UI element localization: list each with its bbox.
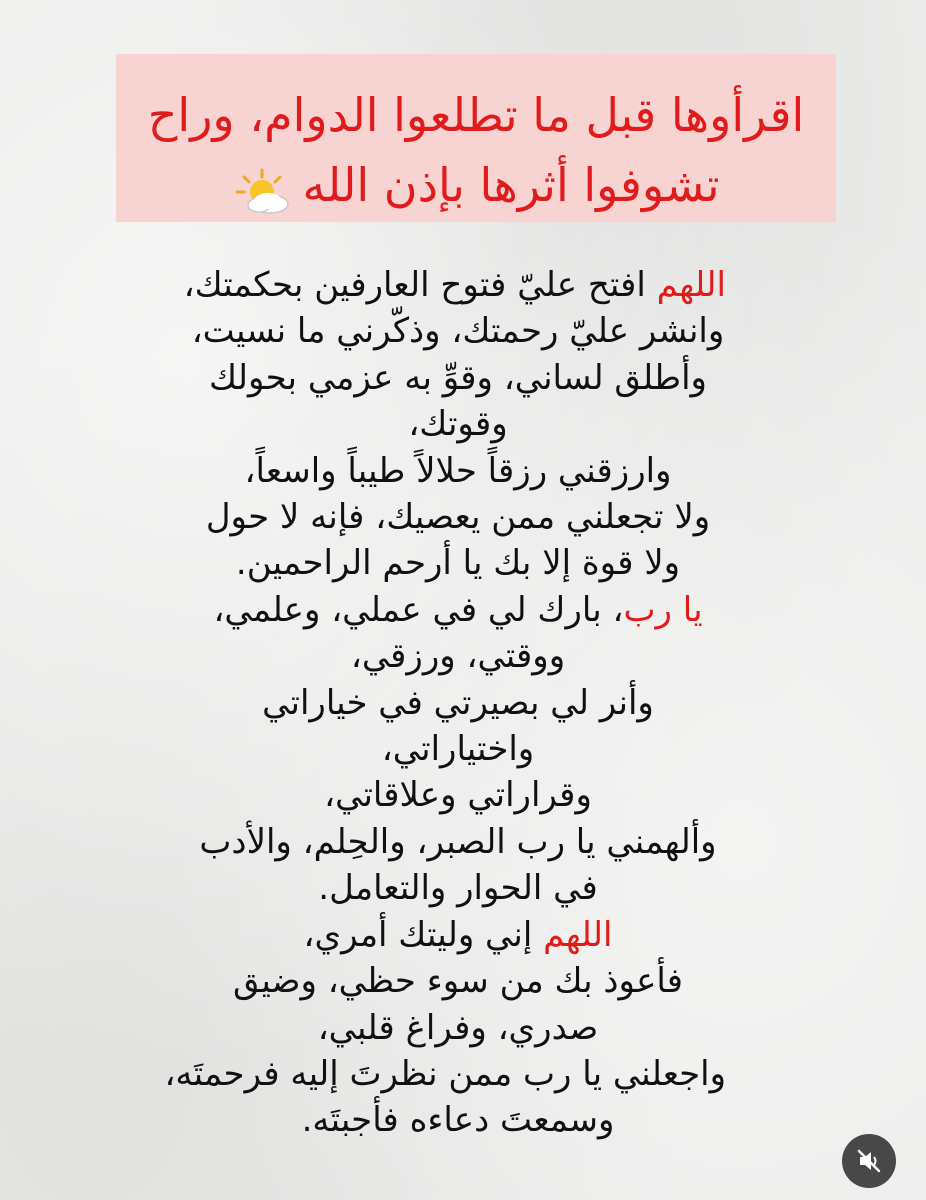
line-text: في الحوار والتعامل. [318, 868, 598, 909]
line-text: صدري، وفراغ قلبي، [317, 1007, 599, 1048]
prayer-line [190, 1097, 726, 1143]
line-text: ، بارك لي في عملي، وعلمي، [213, 589, 624, 630]
prayer-line [190, 448, 726, 494]
line-text: فأعوذ بك من سوء حظي، وضيق [232, 961, 684, 1002]
line-text: وسمعتَ دعاءه فأجبتَه. [301, 1100, 615, 1141]
prayer-line [190, 587, 726, 633]
prayer-line [190, 633, 726, 679]
highlighted-word: اللهم [543, 914, 613, 955]
prayer-line [183, 262, 726, 308]
muted-speaker-icon [856, 1148, 882, 1174]
prayer-line [190, 1005, 726, 1051]
title-line-1: اقرأوها قبل ما تطلعوا الدوام، وراح [147, 88, 805, 142]
line-text: واختياراتي، [381, 729, 535, 770]
line-text: واجعلني يا رب ممن نظرتَ إليه فرحمتَه، [164, 1053, 726, 1094]
prayer-line [190, 401, 726, 447]
prayer-line [190, 308, 726, 354]
prayer-line [190, 726, 726, 772]
prayer-line [164, 1051, 726, 1097]
line-text: افتح عليّ فتوح العارفين بحكمتك، [183, 265, 657, 305]
prayer-line [190, 912, 726, 958]
line-text: ولا تجعلني ممن يعصيك، فإنه لا حول [205, 497, 711, 538]
line-text: وأنر لي بصيرتي في خياراتي [262, 682, 654, 723]
line-text: ولا قوة إلا بك يا أرحم الراحمين. [235, 543, 681, 584]
line-text: وألهمني يا رب الصبر، والحِلم، والأدب [199, 821, 717, 862]
highlighted-word: اللهم [656, 265, 726, 305]
title-banner [116, 54, 836, 222]
prayer-line [190, 680, 726, 726]
prayer-line [190, 958, 726, 1004]
prayer-line [190, 772, 726, 818]
prayer-line [190, 494, 726, 540]
mute-button[interactable] [842, 1134, 896, 1188]
line-text: وأطلق لساني، وقوِّ به عزمي بحولك [209, 357, 707, 398]
line-text: وقوتك، [408, 404, 508, 445]
title-line-2-text: تشوفوا أثرها بإذن الله [302, 158, 720, 212]
prayer-line [190, 819, 726, 865]
line-text: وارزقني رزقاً حلالاً طيباً واسعاً، [244, 450, 672, 491]
line-text: وانشر عليّ رحمتك، وذكّرني ما نسيت، [191, 311, 725, 352]
prayer-line [190, 540, 726, 586]
line-text: إني وليتك أمري، [303, 914, 544, 955]
prayer-line [190, 865, 726, 911]
sun-behind-cloud-icon [232, 165, 292, 213]
highlighted-word: يا رب [623, 589, 703, 630]
prayer-line [190, 355, 726, 401]
line-text: ووقتي، ورزقي، [350, 636, 566, 677]
title-line-2 [140, 150, 812, 220]
line-text: وقراراتي وعلاقاتي، [324, 775, 592, 816]
prayer-text [164, 262, 726, 1144]
